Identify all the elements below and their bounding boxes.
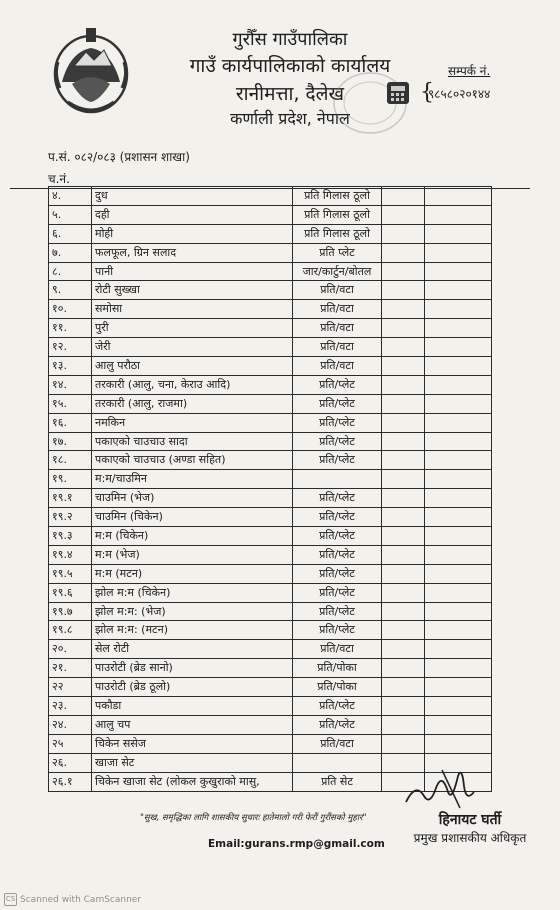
- item-number: २३.: [49, 697, 92, 716]
- table-row: [49, 300, 492, 319]
- scanner-text: Scanned with CamScanner: [20, 895, 142, 905]
- remarks-cell: [425, 187, 492, 206]
- remarks-cell: [425, 640, 492, 659]
- office-location: रानीमत्ता, दैलेख: [235, 83, 345, 105]
- item-name: म:म/चाउमिन: [92, 470, 293, 489]
- rate-cell: [382, 602, 425, 621]
- table-row: [49, 678, 492, 697]
- table-row: [49, 697, 492, 716]
- item-number: २१.: [49, 659, 92, 678]
- item-number: १३.: [49, 357, 92, 376]
- camscanner-logo-icon: CS: [4, 893, 17, 906]
- item-number: १८.: [49, 451, 92, 470]
- remarks-cell: [425, 224, 492, 243]
- item-unit: प्रति/प्लेट: [293, 489, 382, 508]
- item-number: १७.: [49, 432, 92, 451]
- table-row: [49, 508, 492, 527]
- item-number: २६.१: [49, 772, 92, 791]
- rate-cell: [382, 489, 425, 508]
- item-name: खाजा सेट: [92, 753, 293, 772]
- rate-cell: [382, 583, 425, 602]
- table-row: [49, 564, 492, 583]
- item-name: रोटी सुख्खा: [92, 281, 293, 300]
- item-unit: प्रति/वटा: [293, 300, 382, 319]
- item-number: १६.: [49, 413, 92, 432]
- item-name: पानी: [92, 262, 293, 281]
- item-unit: प्रति/प्लेट: [293, 394, 382, 413]
- item-unit: प्रति/प्लेट: [293, 432, 382, 451]
- item-name: सेल रोटी: [92, 640, 293, 659]
- items-table: [48, 186, 492, 792]
- item-number: १२.: [49, 338, 92, 357]
- remarks-cell: [425, 470, 492, 489]
- rate-cell: [382, 640, 425, 659]
- item-unit: प्रति/प्लेट: [293, 583, 382, 602]
- item-number: १९.५: [49, 564, 92, 583]
- table-row: [49, 583, 492, 602]
- remarks-cell: [425, 300, 492, 319]
- item-name: म:म (भेज): [92, 545, 293, 564]
- telephone-icon: [385, 78, 411, 108]
- item-name: चाउमिन (चिकेन): [92, 508, 293, 527]
- office-name: गाउँ कार्यपालिकाको कार्यालय: [189, 55, 391, 77]
- remarks-cell: [425, 659, 492, 678]
- item-unit: प्रति/प्लेट: [293, 413, 382, 432]
- item-number: ११.: [49, 319, 92, 338]
- rate-cell: [382, 527, 425, 546]
- table-row: [49, 640, 492, 659]
- item-number: १५.: [49, 394, 92, 413]
- remarks-cell: [425, 508, 492, 527]
- table-row: [49, 527, 492, 546]
- item-number: १४.: [49, 375, 92, 394]
- item-name: पकाएको चाउचाउ सादा: [92, 432, 293, 451]
- table-row: [49, 659, 492, 678]
- table-row: [49, 319, 492, 338]
- item-unit: प्रति/वटा: [293, 338, 382, 357]
- table-row: [49, 432, 492, 451]
- rate-cell: [382, 375, 425, 394]
- table-row: [49, 489, 492, 508]
- remarks-cell: [425, 357, 492, 376]
- rate-cell: [382, 715, 425, 734]
- item-name: पकाएको चाउचाउ (अण्डा सहित): [92, 451, 293, 470]
- rate-cell: [382, 224, 425, 243]
- table-row: [49, 394, 492, 413]
- item-unit: प्रति/प्लेट: [293, 527, 382, 546]
- item-number: २२: [49, 678, 92, 697]
- remarks-cell: [425, 564, 492, 583]
- item-unit: प्रति/प्लेट: [293, 621, 382, 640]
- item-name: पाउरोटी (ब्रेड ठूलो): [92, 678, 293, 697]
- item-unit: प्रति/वटा: [293, 734, 382, 753]
- item-number: १९.६: [49, 583, 92, 602]
- item-number: १९.४: [49, 545, 92, 564]
- item-unit: प्रति/वटा: [293, 640, 382, 659]
- item-unit: प्रति सेट: [293, 772, 382, 791]
- item-number: १९.१: [49, 489, 92, 508]
- item-name: म:म (चिकेन): [92, 527, 293, 546]
- item-unit: प्रति/प्लेट: [293, 564, 382, 583]
- officer-block: [410, 810, 530, 846]
- table-row: [49, 413, 492, 432]
- officer-title: प्रमुख प्रशासकीय अधिकृत: [413, 831, 527, 845]
- remarks-cell: [425, 545, 492, 564]
- item-number: २५: [49, 734, 92, 753]
- item-number: २०.: [49, 640, 92, 659]
- item-unit: जार/कार्टुन/बोतल: [293, 262, 382, 281]
- item-number: १९.८: [49, 621, 92, 640]
- item-name: मोही: [92, 224, 293, 243]
- item-name: पाउरोटी (ब्रेड सानो): [92, 659, 293, 678]
- item-name: आलु चप: [92, 715, 293, 734]
- item-unit: प्रति गिलास ठूलो: [293, 224, 382, 243]
- rate-cell: [382, 281, 425, 300]
- municipality-name: गुरौँस गाउँपालिका: [232, 29, 348, 50]
- officer-name: हिनायट घर्ती: [438, 812, 502, 828]
- table-row: [49, 224, 492, 243]
- contact-label: सम्पर्क नं.: [448, 64, 491, 78]
- remarks-cell: [425, 621, 492, 640]
- item-name: दुध: [92, 187, 293, 206]
- dispatch-number: च.नं.: [48, 172, 70, 186]
- item-unit: प्रति/प्लेट: [293, 715, 382, 734]
- remarks-cell: [425, 527, 492, 546]
- table-row: [49, 187, 492, 206]
- rate-cell: [382, 470, 425, 489]
- slogan: "सुख, समृद्धिका लागि शासकीय सुधारः हातेमालो गरी फेरौं गुरौंसको मुहार": [140, 813, 367, 823]
- item-number: २४.: [49, 715, 92, 734]
- item-unit: प्रति/प्लेट: [293, 375, 382, 394]
- item-name: जेरी: [92, 338, 293, 357]
- remarks-cell: [425, 432, 492, 451]
- item-name: चिकेन खाजा सेट (लोकल कुखुराको मासु,: [92, 772, 293, 791]
- item-unit: प्रति/प्लेट: [293, 697, 382, 716]
- rate-cell: [382, 205, 425, 224]
- rate-cell: [382, 319, 425, 338]
- reference-number: प.सं. ०८२/०८३ (प्रशासन शाखा): [48, 150, 190, 164]
- table-row: [49, 602, 492, 621]
- item-unit: प्रति/प्लेट: [293, 545, 382, 564]
- item-unit: [293, 470, 382, 489]
- table-row: [49, 357, 492, 376]
- table-row: [49, 262, 492, 281]
- item-unit: प्रति गिलास ठूलो: [293, 187, 382, 206]
- item-unit: प्रति/वटा: [293, 357, 382, 376]
- remarks-cell: [425, 451, 492, 470]
- item-name: तरकारी (आलु, चना, केराउ आदि): [92, 375, 293, 394]
- item-unit: प्रति प्लेट: [293, 243, 382, 262]
- item-number: १९.: [49, 470, 92, 489]
- table-row: [49, 621, 492, 640]
- table-row: [49, 205, 492, 224]
- rate-cell: [382, 300, 425, 319]
- rate-cell: [382, 621, 425, 640]
- remarks-cell: [425, 281, 492, 300]
- rate-cell: [382, 697, 425, 716]
- rate-cell: [382, 451, 425, 470]
- item-unit: प्रति/वटा: [293, 281, 382, 300]
- remarks-cell: [425, 262, 492, 281]
- item-name: झोल म:म (चिकेन): [92, 583, 293, 602]
- item-name: तरकारी (आलु, राजमा): [92, 394, 293, 413]
- office-province: कर्णाली प्रदेश, नेपाल: [230, 109, 350, 128]
- item-number: ७.: [49, 243, 92, 262]
- item-name: नमकिन: [92, 413, 293, 432]
- rate-cell: [382, 564, 425, 583]
- remarks-cell: [425, 602, 492, 621]
- item-name: पुरी: [92, 319, 293, 338]
- item-number: ४.: [49, 187, 92, 206]
- item-number: ५.: [49, 205, 92, 224]
- remarks-cell: [425, 394, 492, 413]
- item-name: दही: [92, 205, 293, 224]
- nepal-emblem-icon: [48, 22, 134, 122]
- item-name: फलफूल, ग्रिन सलाद: [92, 243, 293, 262]
- rate-cell: [382, 262, 425, 281]
- remarks-cell: [425, 489, 492, 508]
- contact-block: [418, 62, 538, 102]
- remarks-cell: [425, 413, 492, 432]
- rate-cell: [382, 338, 425, 357]
- remarks-cell: [425, 583, 492, 602]
- item-unit: प्रति गिलास ठूलो: [293, 205, 382, 224]
- rate-cell: [382, 734, 425, 753]
- table-row: [49, 715, 492, 734]
- item-name: म:म (मटन): [92, 564, 293, 583]
- item-unit: प्रति/प्लेट: [293, 508, 382, 527]
- item-number: २६.: [49, 753, 92, 772]
- item-name: झोल म:म: (भेज): [92, 602, 293, 621]
- rate-cell: [382, 243, 425, 262]
- item-name: झोल म:म: (मटन): [92, 621, 293, 640]
- remarks-cell: [425, 205, 492, 224]
- rate-cell: [382, 508, 425, 527]
- item-unit: प्रति/प्लेट: [293, 451, 382, 470]
- table-row: [49, 734, 492, 753]
- item-number: १९.७: [49, 602, 92, 621]
- item-name: पकौडा: [92, 697, 293, 716]
- rate-cell: [382, 187, 425, 206]
- item-name: चाउमिन (भेज): [92, 489, 293, 508]
- brace-glyph: {: [420, 80, 434, 105]
- remarks-cell: [425, 697, 492, 716]
- item-unit: प्रति/प्लेट: [293, 602, 382, 621]
- remarks-cell: [425, 734, 492, 753]
- item-number: १९.३: [49, 527, 92, 546]
- table-row: [49, 451, 492, 470]
- remarks-cell: [425, 243, 492, 262]
- remarks-cell: [425, 319, 492, 338]
- item-number: ८.: [49, 262, 92, 281]
- rate-cell: [382, 394, 425, 413]
- contact-number: ९८५८०२०१४४: [428, 87, 491, 101]
- remarks-cell: [425, 678, 492, 697]
- remarks-cell: [425, 338, 492, 357]
- item-name: चिकेन ससेज: [92, 734, 293, 753]
- item-name: आलु परौठा: [92, 357, 293, 376]
- item-number: १०.: [49, 300, 92, 319]
- rate-cell: [382, 357, 425, 376]
- items-table-body: [49, 187, 492, 792]
- table-row: [49, 545, 492, 564]
- item-unit: [293, 753, 382, 772]
- table-row: [49, 243, 492, 262]
- item-name: समोसा: [92, 300, 293, 319]
- remarks-cell: [425, 375, 492, 394]
- email-address: Email:gurans.rmp@gmail.com: [208, 838, 385, 850]
- table-row: [49, 375, 492, 394]
- table-row: [49, 470, 492, 489]
- remarks-cell: [425, 715, 492, 734]
- rate-cell: [382, 678, 425, 697]
- table-row: [49, 338, 492, 357]
- item-unit: प्रति/वटा: [293, 319, 382, 338]
- item-unit: प्रति/पोका: [293, 659, 382, 678]
- item-number: ६.: [49, 224, 92, 243]
- rate-cell: [382, 659, 425, 678]
- signature-image: [402, 762, 482, 814]
- table-row: [49, 281, 492, 300]
- scanner-watermark: [4, 893, 141, 906]
- rate-cell: [382, 413, 425, 432]
- rate-cell: [382, 545, 425, 564]
- item-number: ९.: [49, 281, 92, 300]
- rate-cell: [382, 432, 425, 451]
- item-number: १९.२: [49, 508, 92, 527]
- item-unit: प्रति/पोका: [293, 678, 382, 697]
